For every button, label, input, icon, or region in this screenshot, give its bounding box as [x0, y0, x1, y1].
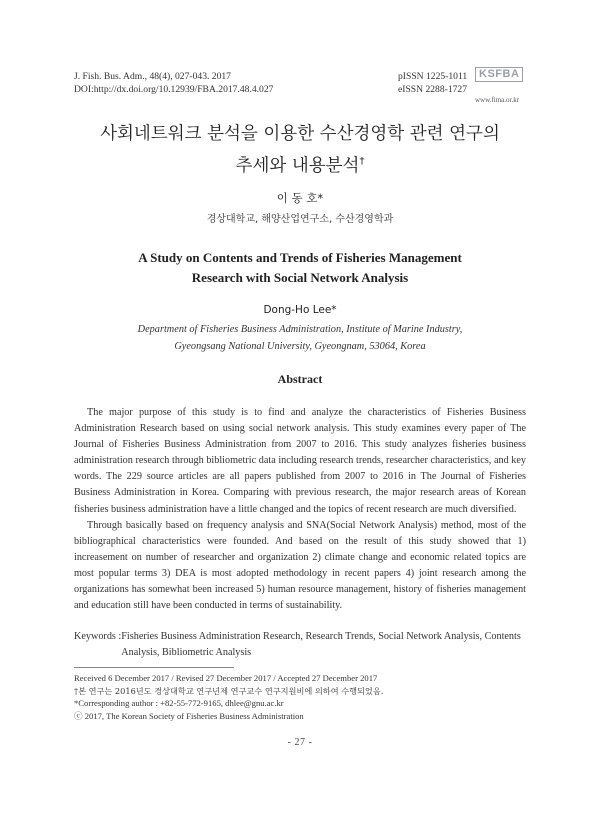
- funding-footnote-mark: †: [359, 156, 365, 167]
- journal-logo: [475, 64, 531, 104]
- korean-title-line-2-wrap: [50, 148, 550, 180]
- logo-url[interactable]: www.fima.or.kr: [475, 96, 520, 104]
- footnote-divider: [74, 667, 234, 668]
- abstract-body: [74, 405, 526, 614]
- funding-note: †본 연구는 2016년도 경상대학교 연구년제 연구교수 연구지원비에 의하여 수행되었음.: [74, 685, 384, 696]
- journal-header-right: [398, 70, 467, 96]
- english-affiliation-line-2: Gyeongsang National University, Gyeongnam, 53064, Korea: [174, 340, 426, 352]
- korean-author: 이 동 호*: [276, 191, 324, 205]
- keywords-text: Fisheries Business Administration Research, Research Trends, Social Network Analysis, Contents Analysis, Bibliometric Analysis: [121, 631, 521, 659]
- footnotes: [74, 672, 544, 722]
- english-affiliation-line-1: Department of Fisheries Business Administration, Institute of Marine Industry,: [137, 324, 463, 335]
- copyright-notice: ⓒ 2017, The Korean Society of Fisheries Business Administration: [74, 710, 304, 721]
- journal-citation: J. Fish. Bus. Adm., 48(4), 027-043. 2017: [74, 71, 231, 82]
- korean-title-line-2: 추세와 내용분석: [235, 155, 360, 176]
- abstract-heading: Abstract: [277, 372, 323, 386]
- page-number: - 27 -: [287, 737, 313, 748]
- eissn: eISSN 2288-1727: [398, 84, 468, 95]
- pissn: pISSN 1225-1011: [398, 71, 468, 82]
- abstract-paragraph-1: The major purpose of this study is to find and analyze the characteristics of Fisheries Business Administration Research based on using social network analysis. This study examines every paper of The Journal of Fisheries Business Administration from 2007 to 2016. This study analyzes fisheries business administration research through bibliometric data including research trends, researcher characteristics, and key words. The 229 source articles are all papers published from 2007 to 2016 in The Journal of Fisheries Business Administration in Korea. Comparing with previous research, the major research areas of Korean fisheries business administration have a little changed and the topics of recent research are much diversified.: [74, 407, 526, 515]
- received-dates: Received 6 December 2017 / Revised 27 December 2017 / Accepted 27 December 2017: [74, 673, 378, 683]
- logo-text: KSFBA: [475, 67, 523, 82]
- english-title: [60, 248, 540, 288]
- english-author: Dong-Ho Lee*: [263, 304, 337, 316]
- keywords: [74, 629, 526, 661]
- abstract-paragraph-2: Through basically based on frequency analysis and SNA(Social Network Analysis) method, most of the bibliographical characteristics were founded. And based on the result of this study showed that 1) increasement on number of researcher and organization 2) climate change and economic related topics are most popular terms 3) DEA is most adopted methodology in recent papers 4) joint research among the organizations has somewhat been increased 5) human resource management, history of fisheries management and education still have been conducted in terms of sustainability.: [74, 519, 526, 612]
- journal-header-left: [74, 70, 273, 96]
- korean-title-line-1: 사회네트워크 분석을 이용한 수산경영학 관련 연구의: [100, 124, 500, 144]
- english-title-line-1: A Study on Contents and Trends of Fisheries Management: [138, 250, 462, 265]
- doi-link[interactable]: DOI:http://dx.doi.org/10.12939/FBA.2017.48.4.027: [74, 84, 274, 95]
- keywords-label: Keywords :: [74, 631, 122, 642]
- corresponding-author: *Corresponding author : +82-55-772-9165, dhlee@gnu.ac.kr: [74, 698, 284, 708]
- korean-title: [50, 120, 550, 180]
- korean-affiliation: 경상대학교, 해양산업연구소, 수산경영학과: [206, 214, 394, 225]
- english-affiliation: [60, 322, 540, 355]
- english-title-line-2: Research with Social Network Analysis: [191, 270, 409, 285]
